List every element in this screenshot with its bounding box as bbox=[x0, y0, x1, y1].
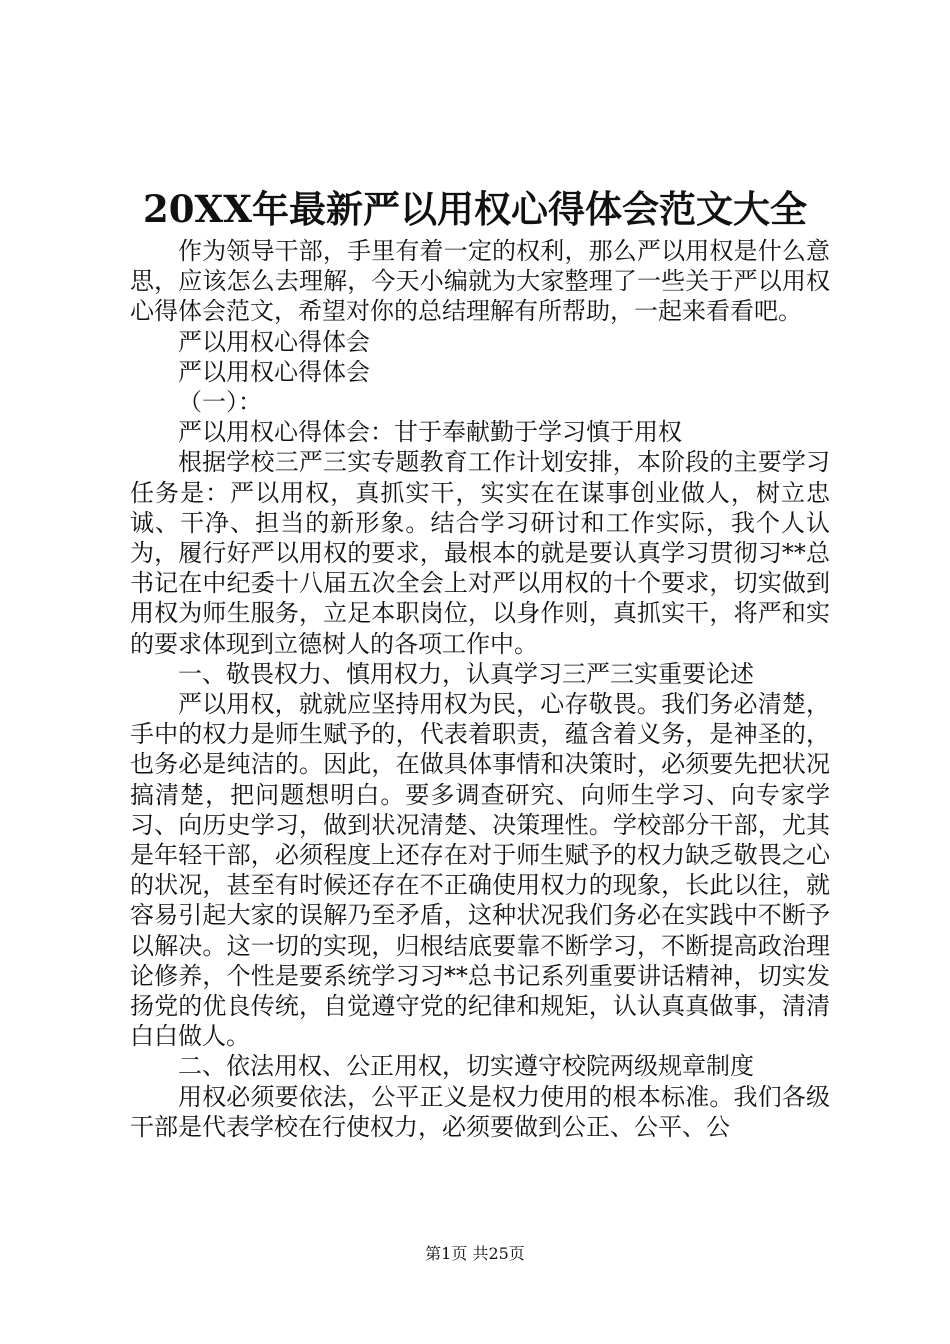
paragraph-body-3: 用权必须要依法，公平正义是权力使用的根本标准。我们各级干部是代表学校在行使权力，必须要做到公正、公平、公 bbox=[130, 1082, 830, 1141]
page-number-footer: 第1页 共25页 bbox=[425, 1244, 525, 1263]
paragraph-body-1: 根据学校三严三实专题教育工作计划安排，本阶段的主要学习任务是：严以用权，真抓实干，实实在在谋事创业做人，树立忠诚、干净、担当的新形象。结合学习研讨和工作实际，我个人认为，履行好严以用权的要求，最根本的就是要认真学习贯彻习**总书记在中纪委十八届五次全会上对严以用权的十个要求，切实做到用权为师生服务，立足本职岗位，以身作则，真抓实干，将严和实的要求体现到立德树人的各项工作中。 bbox=[130, 448, 830, 658]
paragraph-section-number: （一）： bbox=[178, 388, 262, 417]
paragraph-article-title: 严以用权心得体会：甘于奉献勤于学习慎于用权 bbox=[178, 418, 682, 447]
paragraph-intro: 作为领导干部，手里有着一定的权利，那么严以用权是什么意思，应该怎么去理解，今天小编就为大家整理了一些关于严以用权心得体会范文，希望对你的总结理解有所帮助，一起来看看吧。 bbox=[130, 237, 830, 326]
paragraph-heading-1: 严以用权心得体会 bbox=[178, 327, 370, 356]
paragraph-body-2: 严以用权，就就应坚持用权为民，心存敬畏。我们务必清楚，手中的权力是师生赋予的，代表着职责，蕴含着义务，是神圣的，也务必是纯洁的。因此，在做具体事情和决策时，必须要先把状况搞清楚，把问题想明白。要多调查研究、向师生学习、向专家学习、向历史学习，做到状况清楚、决策理性。学校部分干部，尤其是年轻干部，必须程度上还存在对于师生赋予的权力缺乏敬畏之心的状况，甚至有时候还存在不正确使用权力的现象，长此以往，就容易引起大家的误解乃至矛盾，这种状况我们务必在实践中不断予以解决。这一切的实现，归根结底要靠不断学习，不断提高政治理论修养，个性是要系统学习习**总书记系列重要讲话精神，切实发扬党的优良传统，自觉遵守党的纪律和规矩，认认真真做事，清清白白做人。 bbox=[130, 690, 830, 1051]
paragraph-heading-2: 严以用权心得体会 bbox=[178, 357, 370, 386]
paragraph-subheading-1: 一、敬畏权力、慎用权力，认真学习三严三实重要论述 bbox=[178, 659, 754, 688]
document-title: 20XX年最新严以用权心得体会范文大全 bbox=[143, 187, 807, 231]
document-body bbox=[130, 236, 830, 1142]
paragraph-subheading-2: 二、依法用权、公正用权，切实遵守校院两级规章制度 bbox=[178, 1052, 754, 1081]
